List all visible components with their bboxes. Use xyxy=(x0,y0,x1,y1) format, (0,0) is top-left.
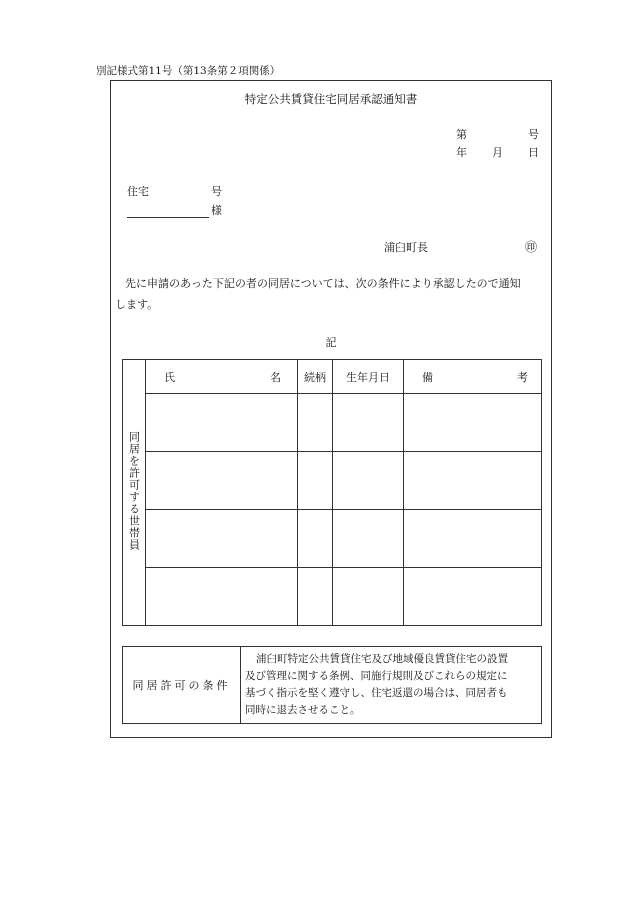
notice-frame xyxy=(110,80,552,738)
row-remarks-cell[interactable] xyxy=(404,452,542,510)
row-name-cell[interactable] xyxy=(146,568,298,626)
document-title: 特定公共賃貸住宅同居承認通知書 xyxy=(244,92,418,106)
household-side-label-cell xyxy=(123,360,146,626)
row-birthdate-cell[interactable] xyxy=(333,568,404,626)
conditions-label: 同居許可の条件 xyxy=(123,647,241,724)
header-birthdate: 生年月日 xyxy=(333,360,404,394)
header-remarks-b: 考 xyxy=(517,371,528,384)
conditions-line-4: 同時に退去させること。 xyxy=(245,704,361,716)
recipient-name-line xyxy=(127,217,209,218)
row-birthdate-cell[interactable] xyxy=(333,452,404,510)
row-relation-cell[interactable] xyxy=(298,510,333,568)
recipient-address-label: 住宅 xyxy=(127,185,149,198)
number-dai: 第 xyxy=(456,128,467,141)
header-remarks-a: 備 xyxy=(422,371,433,384)
row-remarks-cell[interactable] xyxy=(404,510,542,568)
table-row xyxy=(123,452,542,510)
row-remarks-cell[interactable] xyxy=(404,394,542,452)
date-year: 年 xyxy=(456,146,467,159)
recipient-sama: 様 xyxy=(211,204,222,217)
conditions-line-3: 基づく指示を堅く遵守し、住宅返還の場合は、同居者も xyxy=(245,687,508,699)
conditions-text xyxy=(241,647,542,724)
recipient-go: 号 xyxy=(211,185,222,198)
household-side-label: 同居を許可する世帯員 xyxy=(127,431,141,551)
body-line-2: します。 xyxy=(115,298,159,311)
household-table xyxy=(122,359,542,626)
form-reference: 別記様式第11号（第13条第２項関係） xyxy=(96,65,281,77)
row-name-cell[interactable] xyxy=(146,394,298,452)
header-name xyxy=(146,360,298,394)
row-relation-cell[interactable] xyxy=(298,568,333,626)
table-row xyxy=(123,510,542,568)
seal-mark: ㊞ xyxy=(525,240,538,254)
number-go: 号 xyxy=(528,128,539,141)
row-relation-cell[interactable] xyxy=(298,394,333,452)
row-relation-cell[interactable] xyxy=(298,452,333,510)
date-day: 日 xyxy=(528,146,539,159)
row-name-cell[interactable] xyxy=(146,452,298,510)
row-name-cell[interactable] xyxy=(146,510,298,568)
row-birthdate-cell[interactable] xyxy=(333,510,404,568)
conditions-line-1: 浦臼町特定公共賃貸住宅及び地域優良賃貸住宅の設置 xyxy=(256,653,508,665)
row-remarks-cell[interactable] xyxy=(404,568,542,626)
header-name-b: 名 xyxy=(270,371,281,384)
body-line-1: 先に申請のあった下記の者の同居については、次の条件により承認したので通知 xyxy=(125,277,521,290)
header-name-a: 氏 xyxy=(164,371,175,384)
header-remarks xyxy=(404,360,542,394)
sender-name: 浦臼町長 xyxy=(384,241,428,254)
date-month: 月 xyxy=(492,146,503,159)
conditions-table xyxy=(122,646,542,724)
header-relation: 続柄 xyxy=(298,360,333,394)
ki-heading: 記 xyxy=(325,336,337,349)
table-row xyxy=(123,568,542,626)
row-birthdate-cell[interactable] xyxy=(333,394,404,452)
conditions-line-2: 及び管理に関する条例、同施行規則及びこれらの規定に xyxy=(245,670,508,682)
table-row xyxy=(123,394,542,452)
